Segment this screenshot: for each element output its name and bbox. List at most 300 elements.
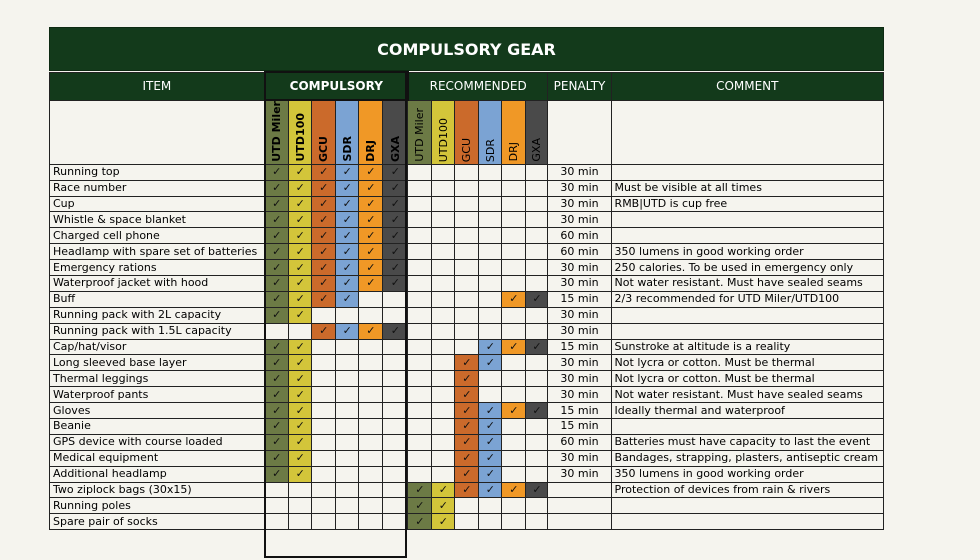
recommended-mark-gxa (526, 323, 548, 339)
race-label: UTD100 (436, 117, 450, 162)
compulsory-mark-utd100: ✓ (289, 228, 312, 244)
recommended-mark-drj (502, 371, 526, 387)
recommended-mark-drj (502, 276, 526, 292)
compulsory-mark-sdr (336, 355, 359, 371)
compulsory-mark-utd-miler: ✓ (265, 180, 289, 196)
recommended-mark-utd100 (432, 244, 455, 260)
compulsory-mark-drj: ✓ (359, 196, 383, 212)
compulsory-mark-gxa (383, 339, 408, 355)
penalty-cell: 30 min (548, 307, 611, 323)
recommended-mark-gcu (455, 291, 479, 307)
recommended-mark-utd100 (432, 307, 455, 323)
recommended-mark-drj (502, 244, 526, 260)
table-row (50, 514, 884, 530)
compulsory-mark-drj (359, 403, 383, 419)
recommended-mark-gcu (455, 180, 479, 196)
compulsory-mark-sdr (336, 498, 359, 514)
recommended-mark-utd-miler (408, 450, 432, 466)
table-row (50, 466, 884, 482)
recommended-mark-sdr (479, 291, 502, 307)
compulsory-mark-utd100: ✓ (289, 371, 312, 387)
recommended-mark-utd-miler (408, 244, 432, 260)
compulsory-mark-utd-miler: ✓ (265, 228, 289, 244)
compulsory-mark-utd100: ✓ (289, 450, 312, 466)
compulsory-mark-utd100: ✓ (289, 307, 312, 323)
compulsory-mark-drj (359, 466, 383, 482)
compulsory-mark-utd-miler: ✓ (265, 291, 289, 307)
recommended-mark-sdr (479, 387, 502, 403)
recommended-mark-gcu (455, 339, 479, 355)
recommended-mark-drj: ✓ (502, 403, 526, 419)
compulsory-header: COMPULSORY (265, 72, 408, 100)
recommended-mark-utd-miler (408, 466, 432, 482)
compulsory-mark-gcu: ✓ (312, 164, 336, 180)
recommended-mark-drj (502, 450, 526, 466)
recommended-mark-gxa (526, 228, 548, 244)
recommended-mark-drj: ✓ (502, 339, 526, 355)
compulsory-mark-sdr: ✓ (336, 323, 359, 339)
table-row (50, 450, 884, 466)
recommended-mark-gcu: ✓ (455, 434, 479, 450)
recommended-mark-utd-miler: ✓ (408, 514, 432, 530)
compulsory-mark-drj: ✓ (359, 323, 383, 339)
comment-cell: Batteries must have capacity to last the event (611, 434, 883, 450)
compulsory-mark-gcu: ✓ (312, 244, 336, 260)
comment-cell: Protection of devices from rain & rivers (611, 482, 883, 498)
compulsory-mark-utd100 (289, 498, 312, 514)
comment-cell (611, 419, 883, 435)
recommended-mark-utd-miler: ✓ (408, 482, 432, 498)
item-cell: Gloves (50, 403, 265, 419)
recommended-mark-drj (502, 498, 526, 514)
recommended-mark-gcu (455, 228, 479, 244)
item-cell: Medical equipment (50, 450, 265, 466)
recommended-mark-gxa (526, 387, 548, 403)
comment-header-spacer (611, 100, 883, 164)
compulsory-mark-drj: ✓ (359, 212, 383, 228)
comment-cell (611, 164, 883, 180)
recommended-mark-gxa: ✓ (526, 482, 548, 498)
recommended-mark-drj (502, 260, 526, 276)
recommended-mark-gcu: ✓ (455, 371, 479, 387)
comment-cell (611, 307, 883, 323)
recommended-mark-utd-miler (408, 323, 432, 339)
compulsory-mark-utd100: ✓ (289, 466, 312, 482)
recommended-mark-utd-miler (408, 196, 432, 212)
compulsory-mark-utd-miler: ✓ (265, 387, 289, 403)
recommended-mark-utd100 (432, 403, 455, 419)
recommended-mark-gcu: ✓ (455, 403, 479, 419)
comment-cell (611, 228, 883, 244)
recommended-mark-sdr: ✓ (479, 482, 502, 498)
recommended-mark-utd100 (432, 323, 455, 339)
compulsory-mark-drj (359, 291, 383, 307)
item-header-spacer (50, 100, 265, 164)
compulsory-mark-sdr: ✓ (336, 228, 359, 244)
penalty-cell: 30 min (548, 196, 611, 212)
comment-cell: Ideally thermal and waterproof (611, 403, 883, 419)
recommended-mark-gcu (455, 276, 479, 292)
compulsory-mark-gxa (383, 498, 408, 514)
recommended-mark-gcu (455, 196, 479, 212)
table-row (50, 387, 884, 403)
item-cell: Beanie (50, 419, 265, 435)
penalty-header: PENALTY (548, 72, 611, 100)
compulsory-mark-gcu (312, 403, 336, 419)
recommended-mark-utd-miler (408, 339, 432, 355)
compulsory-mark-gcu (312, 498, 336, 514)
comment-cell: Must be visible at all times (611, 180, 883, 196)
comment-header: COMMENT (611, 72, 883, 100)
item-cell: Running pack with 2L capacity (50, 307, 265, 323)
table-row (50, 403, 884, 419)
item-cell: Headlamp with spare set of batteries (50, 244, 265, 260)
recommended-mark-gxa (526, 419, 548, 435)
compulsory-mark-gcu (312, 387, 336, 403)
compulsory-mark-drj (359, 514, 383, 530)
penalty-cell: 30 min (548, 355, 611, 371)
compulsory-mark-drj: ✓ (359, 260, 383, 276)
recommended-mark-drj: ✓ (502, 482, 526, 498)
recommended-mark-drj (502, 419, 526, 435)
comment-cell: Not water resistant. Must have sealed seams (611, 387, 883, 403)
compulsory-mark-utd-miler: ✓ (265, 212, 289, 228)
compulsory-mark-utd100: ✓ (289, 276, 312, 292)
recommended-mark-gcu (455, 323, 479, 339)
compulsory-mark-utd100: ✓ (289, 260, 312, 276)
recommended-mark-utd100 (432, 276, 455, 292)
recommended-mark-sdr: ✓ (479, 355, 502, 371)
compulsory-mark-drj (359, 450, 383, 466)
compulsory-mark-utd100: ✓ (289, 339, 312, 355)
compulsory-mark-gxa: ✓ (383, 323, 408, 339)
penalty-cell: 30 min (548, 164, 611, 180)
comment-cell: Not water resistant. Must have sealed seams (611, 276, 883, 292)
compulsory-mark-utd100: ✓ (289, 196, 312, 212)
race-label: DRJ (364, 140, 378, 162)
recommended-mark-drj (502, 196, 526, 212)
compulsory-mark-utd-miler: ✓ (265, 196, 289, 212)
recommended-mark-utd100 (432, 260, 455, 276)
penalty-cell: 60 min (548, 244, 611, 260)
compulsory-mark-drj (359, 482, 383, 498)
recommended-mark-gcu (455, 498, 479, 514)
recommended-mark-utd100 (432, 228, 455, 244)
race-label: GXA (530, 138, 544, 162)
recommended-mark-drj (502, 434, 526, 450)
recommended-mark-gxa (526, 307, 548, 323)
recommended-mark-utd-miler (408, 260, 432, 276)
penalty-cell: 30 min (548, 212, 611, 228)
recommended-mark-gxa (526, 450, 548, 466)
compulsory-mark-gxa (383, 514, 408, 530)
rec-race-header-gcu (455, 100, 479, 164)
penalty-cell: 30 min (548, 466, 611, 482)
table-row (50, 355, 884, 371)
table-row (50, 228, 884, 244)
recommended-mark-utd100 (432, 387, 455, 403)
recommended-mark-utd100 (432, 212, 455, 228)
compulsory-mark-utd-miler: ✓ (265, 466, 289, 482)
recommended-mark-utd-miler (408, 276, 432, 292)
recommended-mark-sdr: ✓ (479, 466, 502, 482)
comment-cell: Sunstroke at altitude is a reality (611, 339, 883, 355)
recommended-mark-utd100 (432, 355, 455, 371)
race-label: UTD Miler (270, 101, 284, 162)
compulsory-mark-gcu (312, 434, 336, 450)
recommended-mark-sdr: ✓ (479, 339, 502, 355)
comp-race-header-drj (359, 100, 383, 164)
compulsory-mark-drj: ✓ (359, 276, 383, 292)
compulsory-mark-utd-miler: ✓ (265, 450, 289, 466)
recommended-mark-gxa (526, 164, 548, 180)
recommended-mark-utd-miler (408, 371, 432, 387)
recommended-mark-gxa: ✓ (526, 291, 548, 307)
table-row (50, 498, 884, 514)
recommended-mark-gxa (526, 244, 548, 260)
recommended-mark-utd-miler (408, 212, 432, 228)
compulsory-mark-gcu (312, 355, 336, 371)
compulsory-mark-sdr: ✓ (336, 196, 359, 212)
recommended-mark-gxa (526, 514, 548, 530)
compulsory-mark-gxa (383, 307, 408, 323)
table-row (50, 196, 884, 212)
compulsory-mark-gxa (383, 371, 408, 387)
table-row (50, 419, 884, 435)
comp-race-header-utd-miler (265, 100, 289, 164)
item-cell: Emergency rations (50, 260, 265, 276)
recommended-mark-utd-miler (408, 387, 432, 403)
compulsory-mark-gxa (383, 450, 408, 466)
compulsory-mark-gcu: ✓ (312, 196, 336, 212)
recommended-mark-utd-miler: ✓ (408, 498, 432, 514)
compulsory-mark-gxa (383, 434, 408, 450)
penalty-cell: 15 min (548, 291, 611, 307)
recommended-mark-utd100 (432, 196, 455, 212)
compulsory-mark-sdr: ✓ (336, 276, 359, 292)
compulsory-mark-sdr: ✓ (336, 212, 359, 228)
recommended-mark-gxa (526, 212, 548, 228)
penalty-cell: 30 min (548, 276, 611, 292)
compulsory-mark-gxa (383, 355, 408, 371)
compulsory-mark-gcu: ✓ (312, 180, 336, 196)
recommended-mark-gxa (526, 196, 548, 212)
comment-cell: Bandages, strapping, plasters, antiseptic cream (611, 450, 883, 466)
recommended-mark-utd100: ✓ (432, 498, 455, 514)
table-row (50, 276, 884, 292)
recommended-mark-drj (502, 355, 526, 371)
compulsory-mark-utd100: ✓ (289, 180, 312, 196)
item-cell: Cap/hat/visor (50, 339, 265, 355)
recommended-mark-utd100 (432, 291, 455, 307)
item-cell: Running top (50, 164, 265, 180)
penalty-cell: 30 min (548, 371, 611, 387)
recommended-mark-sdr (479, 276, 502, 292)
recommended-mark-utd100 (432, 450, 455, 466)
compulsory-mark-utd-miler (265, 482, 289, 498)
penalty-cell (548, 482, 611, 498)
recommended-header: RECOMMENDED (408, 72, 548, 100)
compulsory-mark-gxa (383, 419, 408, 435)
compulsory-mark-drj (359, 339, 383, 355)
recommended-mark-gcu: ✓ (455, 419, 479, 435)
recommended-mark-drj (502, 180, 526, 196)
compulsory-mark-gxa: ✓ (383, 196, 408, 212)
comment-cell (611, 212, 883, 228)
compulsory-mark-gcu (312, 371, 336, 387)
table-row (50, 307, 884, 323)
compulsory-mark-utd100: ✓ (289, 244, 312, 260)
recommended-mark-utd-miler (408, 291, 432, 307)
recommended-mark-drj (502, 228, 526, 244)
recommended-mark-utd100 (432, 434, 455, 450)
race-label: GCU (317, 135, 331, 162)
compulsory-mark-utd-miler: ✓ (265, 419, 289, 435)
compulsory-mark-sdr (336, 514, 359, 530)
comment-cell: Not lycra or cotton. Must be thermal (611, 355, 883, 371)
compulsory-mark-utd100: ✓ (289, 434, 312, 450)
recommended-mark-utd100 (432, 371, 455, 387)
penalty-cell: 30 min (548, 180, 611, 196)
recommended-mark-gxa (526, 355, 548, 371)
compulsory-mark-utd100: ✓ (289, 212, 312, 228)
compulsory-mark-utd-miler: ✓ (265, 244, 289, 260)
table-row (50, 244, 884, 260)
recommended-mark-sdr (479, 323, 502, 339)
item-cell: Thermal leggings (50, 371, 265, 387)
compulsory-mark-drj (359, 387, 383, 403)
compulsory-mark-gxa: ✓ (383, 180, 408, 196)
recommended-mark-gcu: ✓ (455, 466, 479, 482)
penalty-cell: 15 min (548, 403, 611, 419)
compulsory-mark-drj (359, 307, 383, 323)
recommended-mark-gxa (526, 180, 548, 196)
compulsory-mark-gcu (312, 450, 336, 466)
compulsory-mark-gcu: ✓ (312, 228, 336, 244)
table-row (50, 339, 884, 355)
recommended-mark-sdr (479, 371, 502, 387)
compulsory-mark-gcu (312, 466, 336, 482)
compulsory-mark-utd-miler: ✓ (265, 276, 289, 292)
recommended-mark-drj (502, 164, 526, 180)
recommended-mark-gxa (526, 466, 548, 482)
compulsory-mark-gcu (312, 419, 336, 435)
table-row (50, 482, 884, 498)
item-cell: Running pack with 1.5L capacity (50, 323, 265, 339)
recommended-mark-utd-miler (408, 403, 432, 419)
race-label: DRJ (507, 142, 521, 162)
item-cell: Whistle & space blanket (50, 212, 265, 228)
rec-race-header-drj (502, 100, 526, 164)
recommended-mark-gcu (455, 244, 479, 260)
recommended-mark-gcu (455, 260, 479, 276)
recommended-mark-sdr (479, 164, 502, 180)
race-label: GXA (388, 135, 402, 162)
compulsory-mark-sdr (336, 387, 359, 403)
race-label: UTD100 (293, 113, 307, 162)
recommended-mark-sdr: ✓ (479, 450, 502, 466)
compulsory-mark-gxa (383, 387, 408, 403)
compulsory-mark-gxa: ✓ (383, 212, 408, 228)
compulsory-mark-utd-miler: ✓ (265, 355, 289, 371)
recommended-mark-utd-miler (408, 355, 432, 371)
recommended-mark-utd100 (432, 419, 455, 435)
rec-race-header-sdr (479, 100, 502, 164)
recommended-mark-gcu: ✓ (455, 482, 479, 498)
recommended-mark-gcu (455, 212, 479, 228)
recommended-mark-gxa (526, 371, 548, 387)
compulsory-mark-utd100: ✓ (289, 419, 312, 435)
recommended-mark-sdr (479, 180, 502, 196)
compulsory-mark-drj (359, 355, 383, 371)
table-row (50, 434, 884, 450)
compulsory-mark-utd-miler: ✓ (265, 371, 289, 387)
compulsory-mark-gcu: ✓ (312, 276, 336, 292)
compulsory-mark-sdr: ✓ (336, 180, 359, 196)
compulsory-mark-sdr: ✓ (336, 244, 359, 260)
recommended-mark-gcu: ✓ (455, 387, 479, 403)
recommended-mark-utd100 (432, 466, 455, 482)
recommended-mark-utd-miler (408, 228, 432, 244)
compulsory-mark-gcu (312, 514, 336, 530)
compulsory-mark-sdr (336, 419, 359, 435)
penalty-header-spacer (548, 100, 611, 164)
compulsory-mark-gxa: ✓ (383, 244, 408, 260)
compulsory-mark-drj (359, 419, 383, 435)
compulsory-mark-sdr: ✓ (336, 291, 359, 307)
penalty-cell: 60 min (548, 434, 611, 450)
compulsory-mark-gcu (312, 307, 336, 323)
compulsory-mark-gcu: ✓ (312, 212, 336, 228)
compulsory-mark-utd100: ✓ (289, 355, 312, 371)
compulsory-mark-sdr (336, 450, 359, 466)
item-cell: Running poles (50, 498, 265, 514)
recommended-mark-sdr: ✓ (479, 403, 502, 419)
recommended-mark-sdr (479, 196, 502, 212)
recommended-mark-gxa: ✓ (526, 403, 548, 419)
compulsory-mark-gxa (383, 403, 408, 419)
item-cell: Spare pair of socks (50, 514, 265, 530)
compulsory-mark-drj: ✓ (359, 244, 383, 260)
race-header-row (50, 100, 884, 164)
compulsory-mark-sdr (336, 482, 359, 498)
recommended-mark-gcu (455, 164, 479, 180)
table-row (50, 212, 884, 228)
recommended-mark-utd100: ✓ (432, 482, 455, 498)
item-cell: Long sleeved base layer (50, 355, 265, 371)
recommended-mark-utd-miler (408, 307, 432, 323)
compulsory-mark-utd-miler: ✓ (265, 339, 289, 355)
compulsory-mark-drj (359, 498, 383, 514)
compulsory-mark-utd100: ✓ (289, 291, 312, 307)
recommended-mark-gxa: ✓ (526, 339, 548, 355)
recommended-mark-gxa (526, 434, 548, 450)
recommended-mark-sdr (479, 228, 502, 244)
recommended-mark-utd100: ✓ (432, 514, 455, 530)
compulsory-mark-drj (359, 371, 383, 387)
recommended-mark-utd-miler (408, 164, 432, 180)
compulsory-mark-sdr: ✓ (336, 164, 359, 180)
compulsory-mark-gcu: ✓ (312, 260, 336, 276)
compulsory-mark-drj: ✓ (359, 228, 383, 244)
rec-race-header-gxa (526, 100, 548, 164)
penalty-cell: 15 min (548, 339, 611, 355)
penalty-cell: 30 min (548, 260, 611, 276)
compulsory-mark-utd100 (289, 323, 312, 339)
compulsory-mark-utd100 (289, 514, 312, 530)
comment-cell (611, 498, 883, 514)
recommended-mark-drj: ✓ (502, 291, 526, 307)
